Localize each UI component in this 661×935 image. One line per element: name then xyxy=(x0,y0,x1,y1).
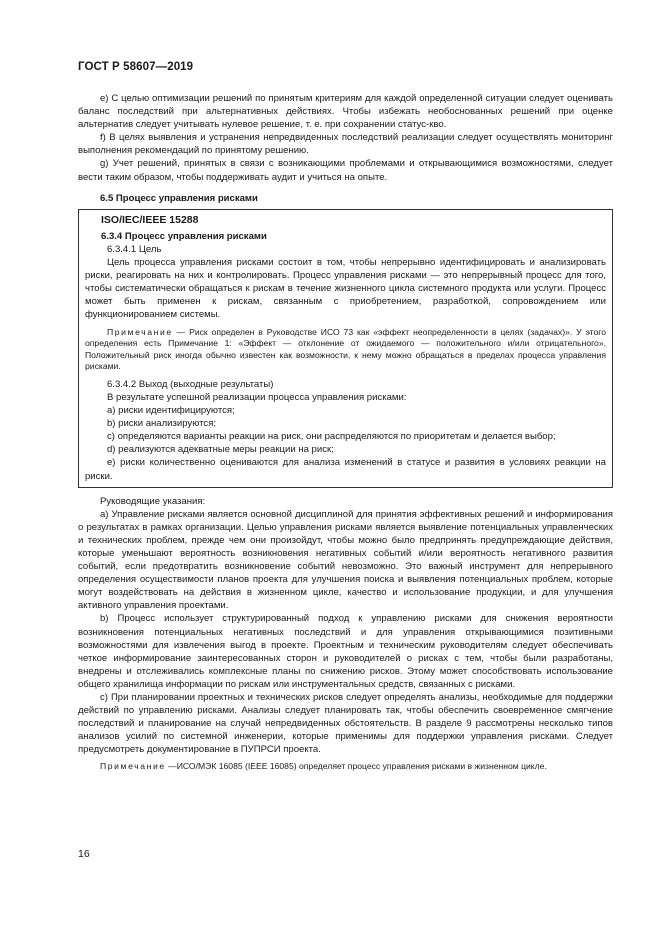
section-title: 6.5 Процесс управления рисками xyxy=(100,192,258,204)
output-item-b: b) риски анализируются; xyxy=(107,418,217,430)
output-item-a: a) риски идентифицируются; xyxy=(107,405,235,417)
note-text: — Риск определен в Руководстве ИСО 73 как «эффект неопределенности в целях (задачах)». У этого определения есть Примечание 1: «Эффект — отклонение от ожидаемого — положительного и/или отрицательного». Положительный риск иногда обычно известен как возможности, к нему можно обращаться в пределах процесса управления рисками. xyxy=(85,326,606,372)
paragraph-f: f) В целях выявления и устранения непредвиденных последствий реализации следует осуществлять мониторинг выполнения рекомендаций по принятому решению. xyxy=(78,132,613,157)
page-number: 16 xyxy=(78,848,90,860)
box-note xyxy=(85,327,606,373)
guidance-item-b: b) Процесс использует структурированный подход к управлению рисками для снижения вероятности возникновения потенциальных негативных последствий и для управления открывающимися позитивными возможностями для извлечения выгод в проекте. Проектным и техническим руководителям следует обеспечивать четкое информирование заинтересованных сторон и руководителей о рисках с тем, чтобы были разработаны, внедрены и отслеживались комплексные планы по снижению рисков. Этому может способствовать использование общего хранилища информации по рискам или инструментальных средств, связанных с рисками. xyxy=(78,613,613,690)
output-intro: В результате успешной реализации процесса управления рисками: xyxy=(107,391,407,403)
output-item-e: e) риски количественно оцениваются для анализа изменений в статусе и развития в условиях реакции на риски. xyxy=(85,457,606,482)
guidance-item-a: a) Управление рисками является основной дисциплиной для принятия эффективных решений и информирования о результатах в рамках организации. Целью управления рисками является выявление потенциальных управленческих и технических проблем, прежде чем они произойдут, чтобы можно было предпринять предупреждающие действия, которые уменьшают вероятность возникновения негативных событий и/или вероятность негативного развития событий, если предотвратить возникновение событий невозможно. Это важный инструмент для непрерывного определения осуществимости планов проекта для улучшения поиска и выявления потенциальных проблем, которые могут воздействовать на действия в жизненном цикле, качество и использование продукции, и для улучшения активного управления проектами. xyxy=(78,508,613,612)
purpose-text: Цель процесса управления рисками состоит в том, чтобы непрерывно идентифицировать и анализировать риски, реагировать на них и контролировать. Процесс управления рисками — это непрерывный процесс для того, чтобы систематически обращаться к рискам в течение жизненного цикла системного продукта или услуги. Процесс может быть применен к рискам, связанным с приобретением, разработкой, сопровождением или функционированием системы. xyxy=(85,257,606,321)
document-header: ГОСТ Р 58607—2019 xyxy=(78,61,194,73)
guidance-title: Руководящие указания: xyxy=(100,495,206,507)
paragraph-e: e) С целью оптимизации решений по принятым критериям для каждой определенной ситуации следует оценивать баланс последствий при альтернативных действиях. Чтобы избежать необоснованных решений при оценке альтернатив следует учитывать нулевое решение, т. е. при сохранении статус-кво. xyxy=(78,93,613,131)
subsection-title: 6.3.4 Процесс управления рисками xyxy=(101,230,267,242)
guidance-note-text: —ИСО/МЭК 16085 (IEEE 16085) определяет процесс управления рисками в жизненном цикле. xyxy=(165,760,547,771)
output-item-c: c) определяются варианты реакции на риск, они распределяются по приоритетам и делается выбор; xyxy=(107,431,556,443)
output-item-d: d) реализуются адекватные меры реакции на риск; xyxy=(107,444,334,456)
guidance-note-label: Примечание xyxy=(100,760,166,771)
output-heading: 6.3.4.2 Выход (выходные результаты) xyxy=(107,378,274,390)
standard-excerpt-box xyxy=(78,209,613,488)
guidance-item-c: c) При планировании проектных и технических рисков следует определять анализы, необходимые для поддержки действий по управлению рисками. Анализы следует планировать так, чтобы обеспечить своевременное смягчение последствий и планирование на случай непредвиденных обстоятельств. В разделе 9 рассмотрены несколько типов анализов усилий по системной инженерии, которые применимы для поддержки управления рисками. Следует предусмотреть документирование в ПУПРСИ проекта. xyxy=(78,692,613,756)
guidance-note xyxy=(78,761,613,773)
standard-name: ISO/IEC/IEEE 15288 xyxy=(101,213,199,226)
purpose-heading: 6.3.4.1 Цель xyxy=(107,243,162,255)
paragraph-g: g) Учет решений, принятых в связи с возникающими проблемами и открывающимися возможностями, следует вести таким образом, чтобы поддерживать аудит и учиться на опыте. xyxy=(78,158,613,183)
page-content xyxy=(78,92,613,772)
note-label: Примечание xyxy=(107,326,173,337)
